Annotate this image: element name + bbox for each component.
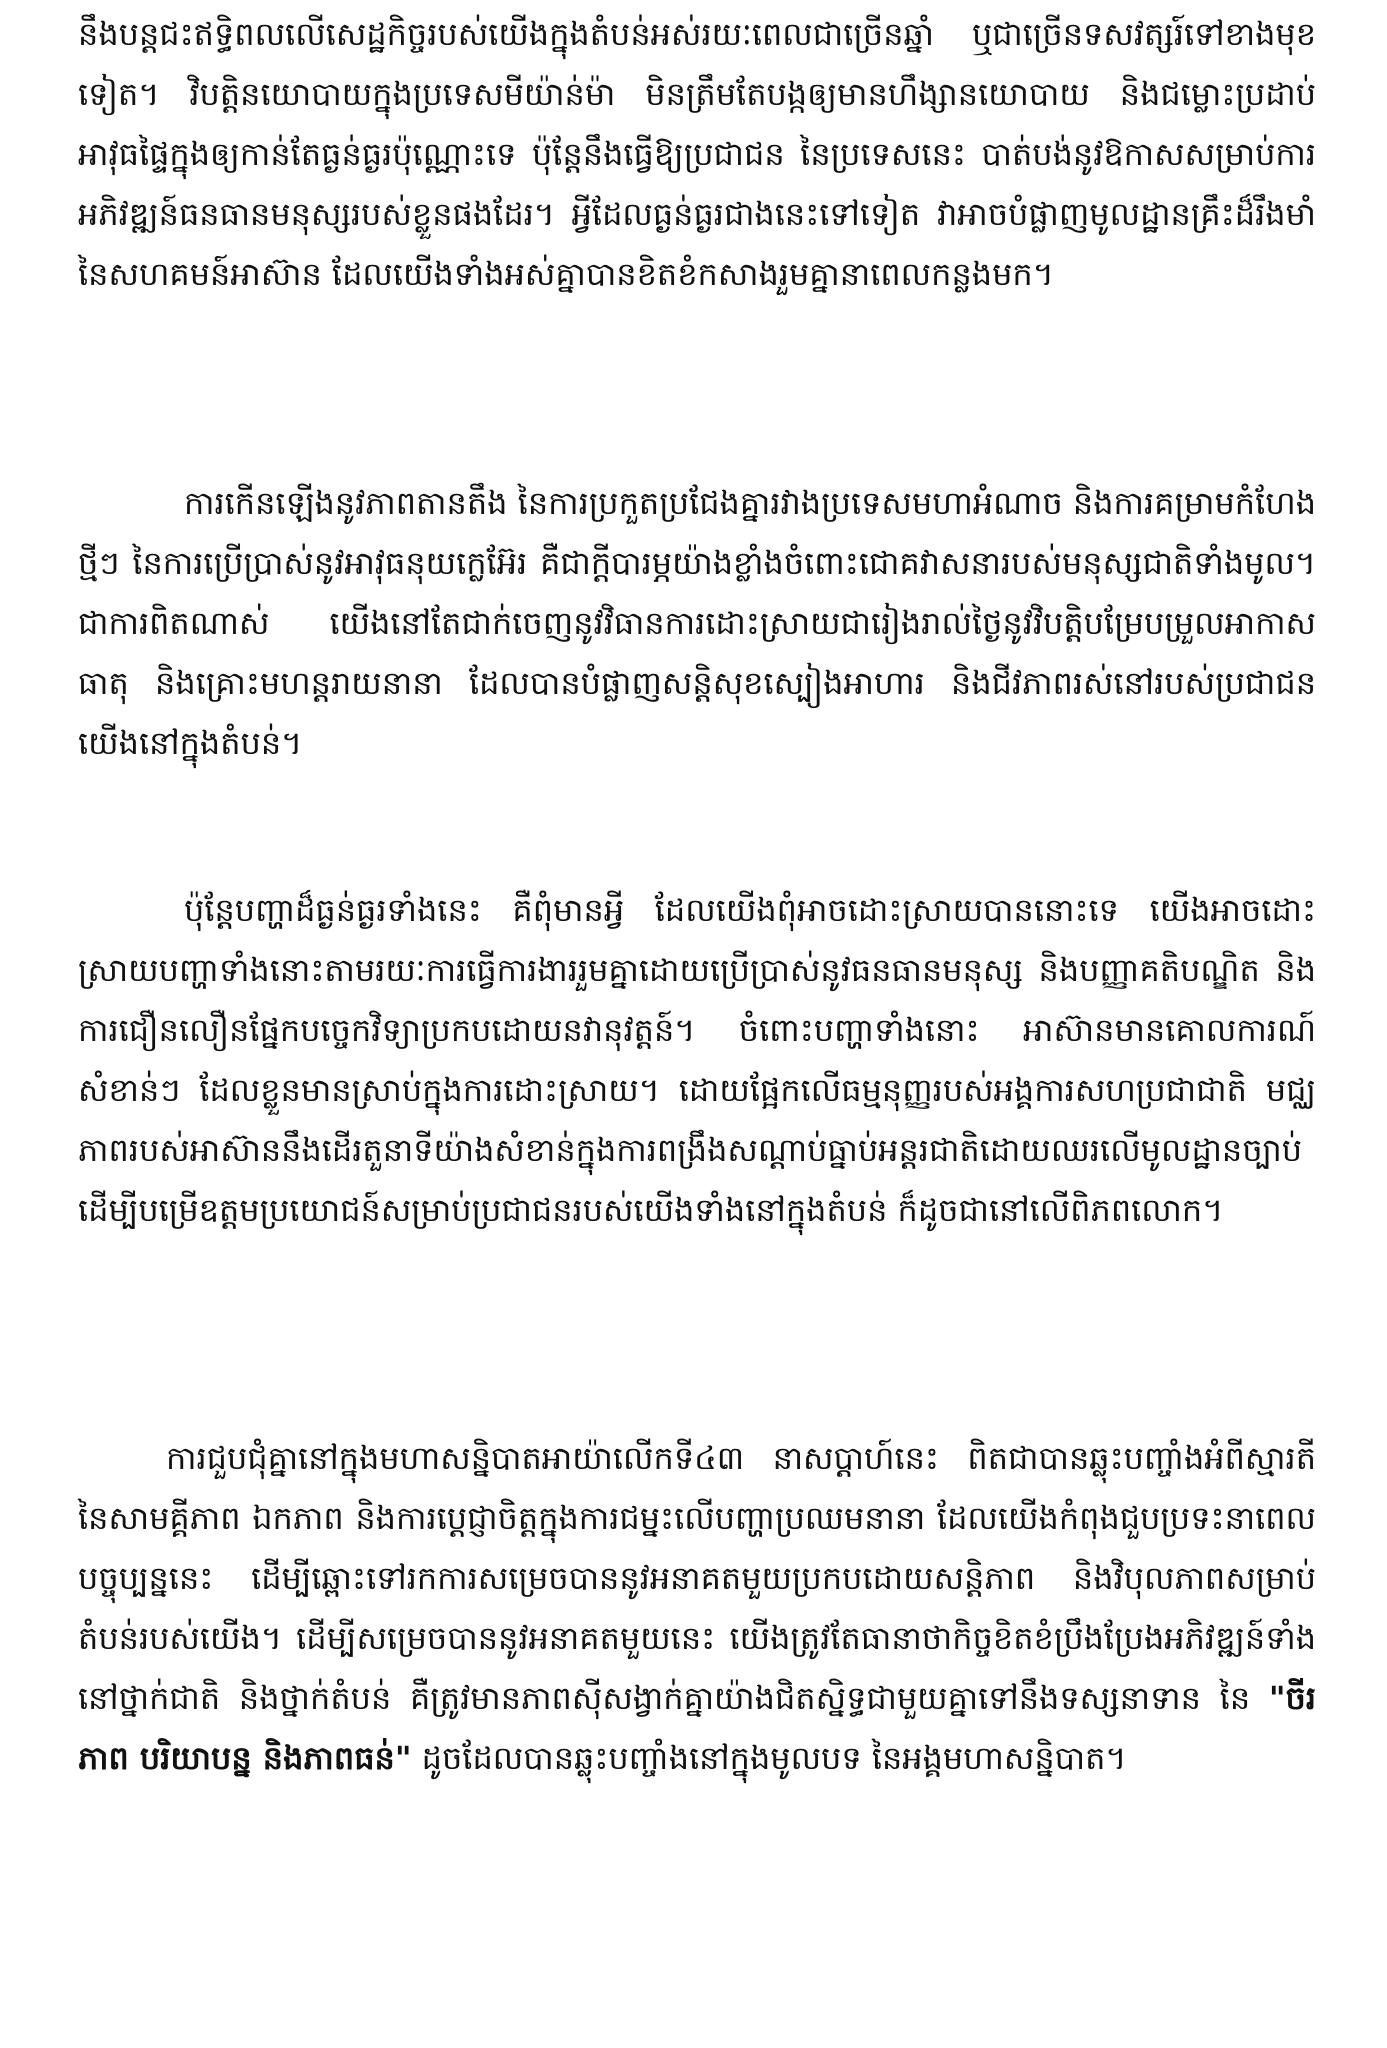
document-body xyxy=(78,0,1316,2048)
paragraph-4-bold-phrase: "ចីរភាព បរិយាបន្ន និងភាពធន់" xyxy=(78,1679,1316,1777)
paragraph-4 xyxy=(78,1428,1316,1788)
paragraph-2: ការកើនឡើងនូវភាពតានតឹង នៃការប្រកួតប្រជែងគ្នារវាងប្រទេសមហាអំណាច និងការគម្រាមកំហែងថ្មីៗ នៃការប្រើប្រាស់នូវអាវុធនុយក្លេអ៊ែរ គឺជាក្តីបារម្ភយ៉ាងខ្លាំងចំពោះជោគវាសនារបស់មនុស្សជាតិទាំងមូល។ ជាការពិតណាស់ យើងនៅតែជាក់ចេញនូវវិធានការដោះស្រាយជារៀងរាល់ថ្ងៃនូវវិបត្តិបម្រែបម្រួលអាកាសធាតុ និងគ្រោះមហន្តរាយនានា ដែលបានបំផ្លាញសន្តិសុខស្បៀងអាហារ និងជីវភាពរស់នៅរបស់ប្រជាជនយើងនៅក្នុងតំបន់។ xyxy=(78,484,1316,762)
paragraph-1: នឹងបន្តជះឥទ្ធិពលលើសេដ្ឋកិច្ចរបស់យើងក្នុងតំបន់អស់រយៈពេលជាច្រើនឆ្នាំ ឬជាច្រើនទសវត្សរ៍ទៅខាងមុខទៀត។ វិបត្តិនយោបាយក្នុងប្រទេសមីយ៉ាន់ម៉ា មិនត្រឹមតែបង្កឲ្យមានហឹង្សានយោបាយ និងជម្លោះប្រដាប់អាវុធផ្ទៃក្នុងឲ្យកាន់តែធ្ងន់ធ្ងរប៉ុណ្ណោះទេ ប៉ុន្តែនឹងធ្វើឱ្យប្រជាជន នៃប្រទេសនេះ បាត់បង់នូវឱកាសសម្រាប់ការអភិវឌ្ឍន៍ធនធានមនុស្សរបស់ខ្លួនផងដែរ។ អ្វីដែលធ្ងន់ធ្ងរជាងនេះទៅទៀត វាអាចបំផ្លាញមូលដ្ឋានគ្រឹះដ៏រឹងមាំ នៃសហគមន៍អាស៊ាន ដែលយើងទាំងអស់គ្នាបានខិតខំកសាងរួមគ្នានាពេលកន្លងមក។ xyxy=(78,15,1316,293)
paragraph-3: ប៉ុន្តែបញ្ហាដ៏ធ្ងន់ធ្ងរទាំងនេះ គឺពុំមានអ្វី ដែលយើងពុំអាចដោះស្រាយបាននោះទេ យើងអាចដោះស្រាយបញ្ហាទាំងនោះតាមរយៈការធ្វើការងាររួមគ្នាដោយប្រើប្រាស់នូវធនធានមនុស្ស និងបញ្ញាគតិបណ្ឌិត និងការជឿនលឿនផ្នែកបច្ចេកវិទ្យាប្រកបដោយនវានុវត្តន៍។ ចំពោះបញ្ហាទាំងនោះ អាស៊ានមានគោលការណ៍សំខាន់ៗ ដែលខ្លួនមានស្រាប់ក្នុងការដោះស្រាយ។ ដោយផ្អែកលើធម្មនុញ្ញរបស់អង្គការសហប្រជាជាតិ មជ្ឈភាពរបស់អាស៊ាននឹងដើរតួនាទីយ៉ាងសំខាន់ក្នុងការពង្រឹងសណ្តាប់ធ្នាប់អន្តរជាតិដោយឈរលើមូលដ្ឋានច្បាប់ ដើម្បីបម្រើឧត្តមប្រយោជន៍សម្រាប់ប្រជាជនរបស់យើងទាំងនៅក្នុងតំបន់ ក៏ដូចជានៅលើពិភពលោក។ xyxy=(78,891,1316,1229)
paragraph-4-text-before: ការជួបជុំគ្នានៅក្នុងមហាសន្និបាតអាយ៉ាលើកទី៤៣ នាសប្តាហ៍នេះ ពិតជាបានឆ្លុះបញ្ចាំងអំពីស្មារតី នៃសាមគ្គីភាព ឯកភាព និងការប្តេជ្ញាចិត្តក្នុងការជម្នះលើបញ្ហាប្រឈមនានា ដែលយើងកំពុងជួបប្រទះនាពេលបច្ចុប្បន្ននេះ ដើម្បីឆ្ពោះទៅរកការសម្រេចបាននូវអនាគតមួយប្រកបដោយសន្តិភាព និងវិបុលភាពសម្រាប់តំបន់របស់យើង។ ដើម្បីសម្រេចបាននូវអនាគតមួយនេះ យើងត្រូវតែធានាថាកិច្ចខិតខំប្រឹងប្រែងអភិវឌ្ឍន៍ទាំងនៅថ្នាក់ជាតិ និងថ្នាក់តំបន់ គឺត្រូវមានភាពស៊ីសង្វាក់គ្នាយ៉ាងជិតស្និទ្ធជាមួយគ្នាទៅនឹងទស្សនាទាន នៃ xyxy=(78,1439,1316,1717)
paragraph-4-text-after: ដូចដែលបានឆ្លុះបញ្ចាំងនៅក្នុងមូលបទ នៃអង្គមហាសន្និបាត។ xyxy=(411,1739,1127,1777)
